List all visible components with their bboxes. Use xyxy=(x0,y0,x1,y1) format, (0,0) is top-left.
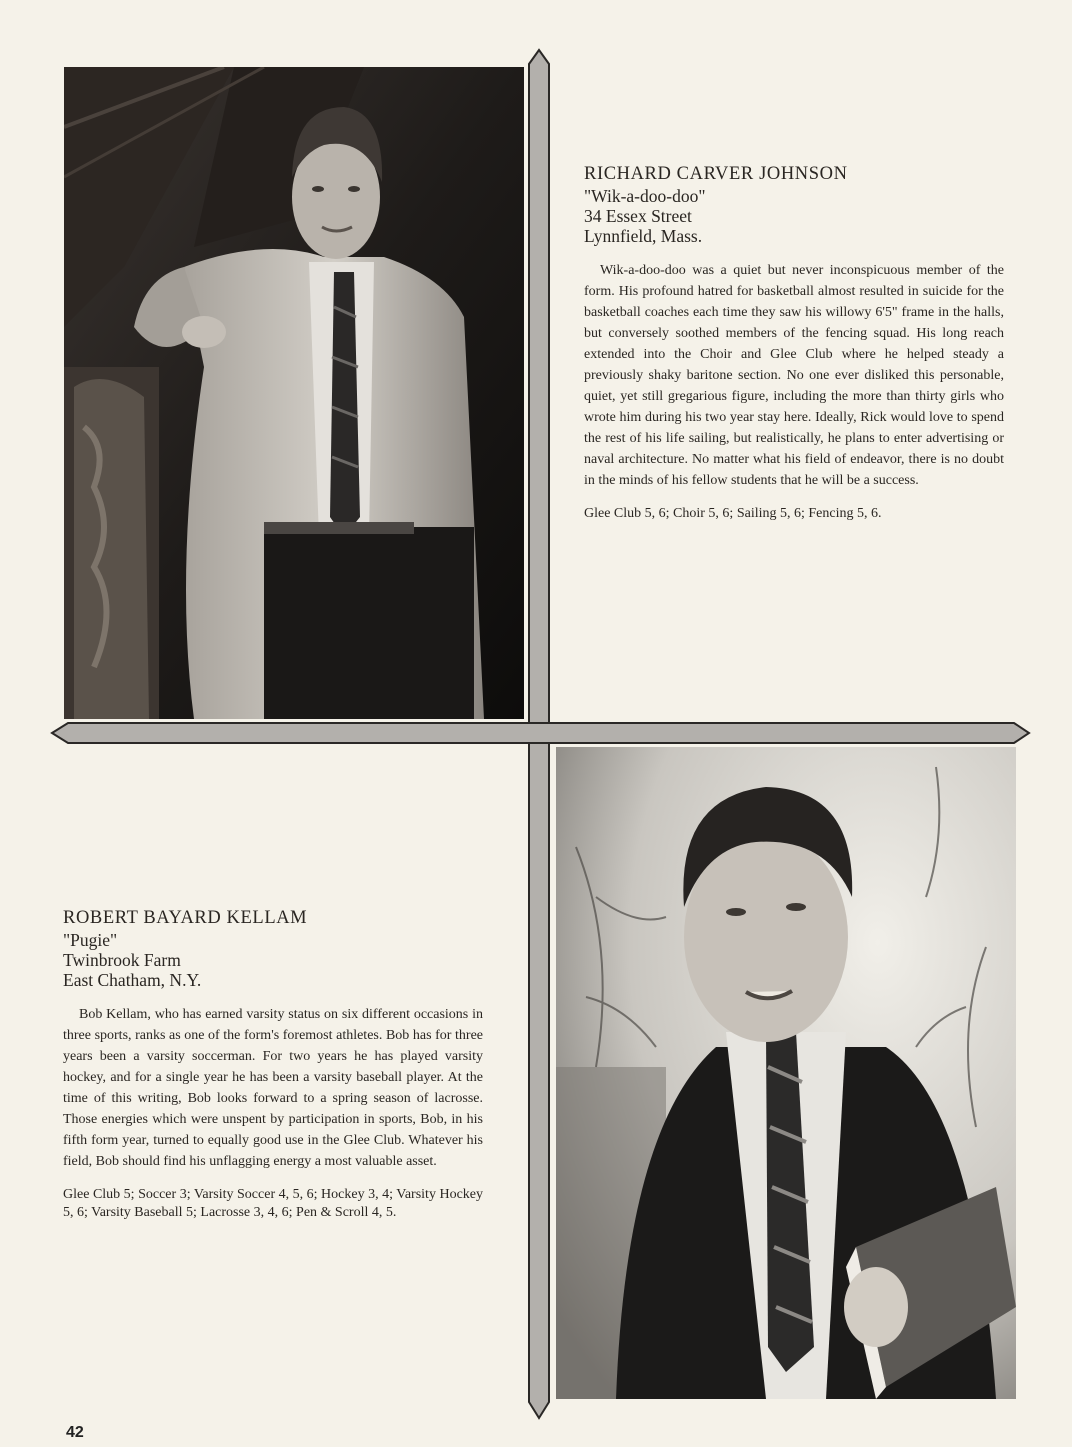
address-line-2: Lynnfield, Mass. xyxy=(584,226,703,246)
address-line-1: Twinbrook Farm xyxy=(63,950,181,970)
student-nickname: "Wik-a-doo-doo" xyxy=(584,186,706,206)
page-number: 42 xyxy=(66,1424,84,1441)
address-line-2: East Chatham, N.Y. xyxy=(63,970,202,990)
biography-paragraph: Wik-a-doo-doo was a quiet but never inconspicuous member of the form. His profound hatred for basketball almost resulted in suicide for the basketball coaches each time they saw his willowy 6'5" frame in the halls, but conversely soothed members of the fencing squad. His long reach extended into the Choir and Glee Club where he helped steady a previously shaky baritone section. No one ever disliked this personable, quiet, yet still gregarious figure, including the more than thirty girls who wrote him during his two year stay here. Ideally, Rick would love to spend the rest of his life sailing, but realistically, he plans to enter advertising or naval architecture. No matter what his field of endeavor, there is no doubt in the minds of his fellow students that he will be a success. xyxy=(584,263,1004,488)
kellam-portrait-photo xyxy=(556,747,1016,1399)
student-nickname: "Pugie" xyxy=(63,930,118,950)
student-name: ROBERT BAYARD KELLAM xyxy=(63,908,308,928)
activities-list: Glee Club 5, 6; Choir 5, 6; Sailing 5, 6; Fencing 5, 6. xyxy=(584,506,882,521)
johnson-portrait-photo xyxy=(64,67,524,719)
johnson-bio-block xyxy=(584,163,1004,537)
kellam-bio-block xyxy=(63,907,483,1236)
address-line-1: 34 Essex Street xyxy=(584,206,692,226)
biography-paragraph: Bob Kellam, who has earned varsity status on six different occasions in three sports, ranks as one of the form's foremost athletes. Bob has for three years been a varsity soccerman. For two years he has played varsity hockey, and for a single year he has been a varsity baseball player. At the time of this writing, Bob looks forward to a spring season of lacrosse. Those energies which were unspent by participation in sports, Bob, in his fifth form year, turned to equally good use in the Glee Club. Whatever his field, Bob should find his unflagging energy a most valuable asset. xyxy=(63,1007,483,1169)
activities-list: Glee Club 5; Soccer 3; Varsity Soccer 4, 5, 6; Hockey 3, 4; Varsity Hockey 5, 6; Varsity Baseball 5; Lacrosse 3, 4, 6; Pen & Scroll 4, 5. xyxy=(63,1187,483,1220)
student-name: RICHARD CARVER JOHNSON xyxy=(584,164,848,184)
